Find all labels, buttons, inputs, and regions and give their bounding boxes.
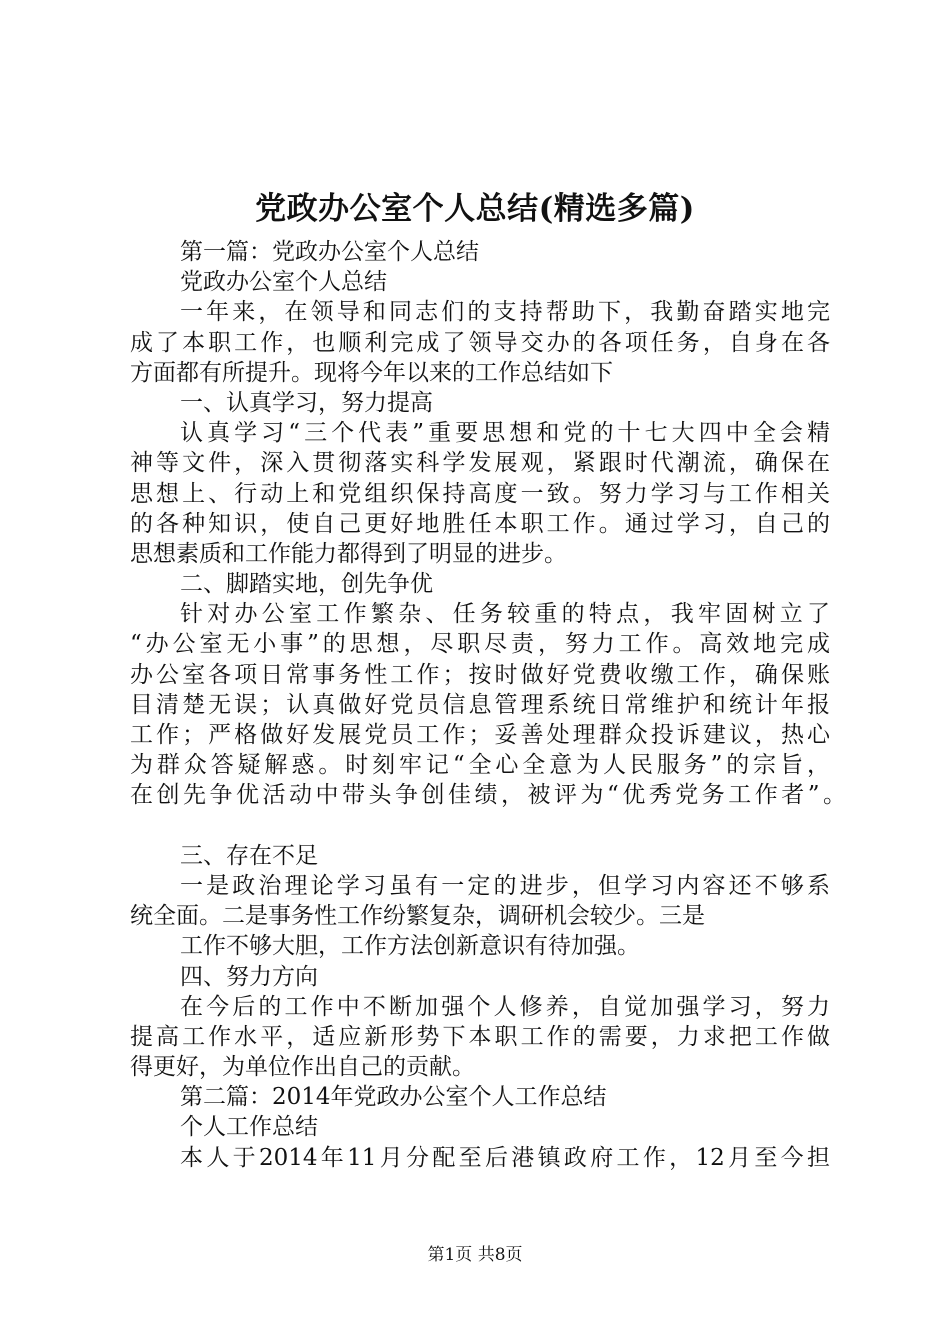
text-line: 本人于2014年11月分配至后港镇政府工作，12月至今担 (180, 1144, 830, 1171)
text-line: 党政办公室个人总结 (180, 269, 387, 296)
text-line: 思想素质和工作能力都得到了明显的进步。 (130, 540, 567, 567)
text-line: 方面都有所提升。现将今年以来的工作总结如下 (130, 359, 613, 386)
text-line: 目清楚无误；认真做好党员信息管理系统日常维护和统计年报 (130, 691, 830, 718)
text-line: 个人工作总结 (180, 1114, 318, 1141)
text-line: 工作；严格做好发展党员工作；妥善处理群众投诉建议，热心 (130, 722, 830, 748)
text-line: 成了本职工作，也顺利完成了领导交办的各项任务，自身在各 (130, 329, 830, 356)
text-line: 针对办公室工作繁杂、任务较重的特点，我牢固树立了 (180, 601, 830, 628)
text-line: 在创先争优活动中带头争创佳绩，被评为“优秀党务工作者”。 (130, 782, 846, 809)
text-line: 办公室各项日常事务性工作；按时做好党费收缴工作，确保账 (130, 661, 830, 688)
text-line: 统全面。二是事务性工作纷繁复杂，调研机会较少。三是 (130, 903, 705, 930)
text-line: 认真学习“三个代表”重要思想和党的十七大四中全会精 (180, 420, 830, 447)
text-line: 一年来，在领导和同志们的支持帮助下，我勤奋踏实地完 (180, 299, 830, 326)
text-line: 三、存在不足 (180, 842, 318, 869)
text-line: 神等文件，深入贯彻落实科学发展观，紧跟时代潮流，确保在 (130, 450, 830, 477)
text-line: 第一篇：党政办公室个人总结 (180, 239, 479, 265)
text-line: 提高工作水平，适应新形势下本职工作的需要，力求把工作做 (130, 1023, 830, 1050)
text-line: 在今后的工作中不断加强个人修养，自觉加强学习，努力 (180, 993, 830, 1020)
text-line: 二、脚踏实地，创先争优 (180, 571, 433, 598)
text-line: 为群众答疑解惑。时刻牢记“全心全意为人民服务”的宗旨， (130, 752, 830, 779)
document-body (130, 237, 846, 1173)
paragraph-gap (130, 811, 846, 841)
text-line: “办公室无小事”的思想，尽职尽责，努力工作。高效地完成 (130, 631, 830, 658)
text-line: 一是政治理论学习虽有一定的进步，但学习内容还不够系 (180, 872, 830, 899)
page-number: 第1页 共8页 (427, 1245, 523, 1265)
text-line: 四、努力方向 (180, 963, 318, 990)
text-line: 工作不够大胆，工作方法创新意识有待加强。 (180, 933, 640, 960)
document-title: 党政办公室个人总结(精选多篇) (255, 191, 695, 227)
text-line: 第二篇：2014年党政办公室个人工作总结 (180, 1084, 607, 1111)
text-line: 一、认真学习，努力提高 (180, 389, 433, 416)
text-line: 思想上、行动上和党组织保持高度一致。努力学习与工作相关 (130, 480, 830, 507)
text-line: 的各种知识，使自己更好地胜任本职工作。通过学习，自己的 (130, 510, 830, 537)
text-line: 得更好，为单位作出自己的贡献。 (130, 1054, 475, 1081)
